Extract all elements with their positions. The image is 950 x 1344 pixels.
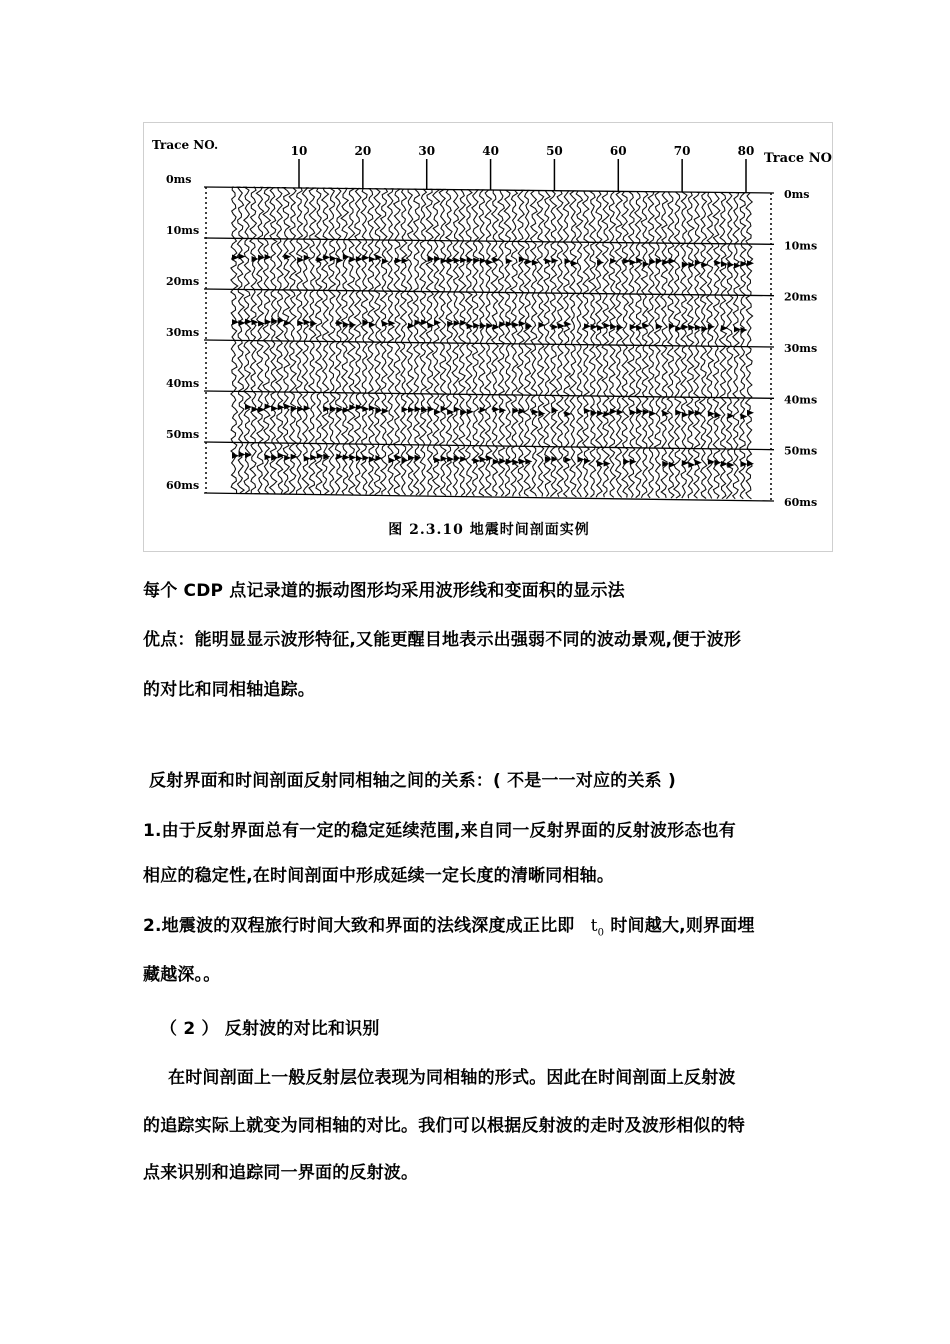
trace-number-label: 30 [418, 144, 436, 158]
time-label-right: 50ms [784, 444, 818, 458]
time-label-left: 60ms [166, 479, 200, 492]
point2-text-b: 时间越大,则界面埋 [610, 916, 755, 936]
reflection-peak [441, 406, 448, 412]
reflection-peak [721, 325, 728, 331]
t-subscript: 0 [597, 927, 605, 939]
figure-caption: 图 2.3.10 地震时间剖面实例 [388, 522, 590, 538]
time-label-left: 40ms [166, 377, 200, 390]
reflection-peak [473, 323, 480, 329]
reflection-peak [258, 321, 265, 327]
seismic-trace [707, 193, 714, 499]
time-label-right: 10ms [784, 239, 818, 253]
reflection-peak [564, 411, 571, 417]
reflection-peak [297, 257, 304, 263]
reflection-peak [369, 322, 376, 328]
time-label-right: 0ms [784, 188, 810, 201]
reflection-peak [388, 457, 395, 463]
reflection-peak [512, 322, 519, 328]
paragraph-comparison-line1: 在时间剖面上一般反射层位表现为同相轴的形式。因此在时间剖面上反射波 [168, 1068, 736, 1088]
point2-text-a: 2.地震波的双程旅行时间大致和界面的法线深度成正比即 [143, 916, 575, 936]
paragraph-advantages-line2: 的对比和同相轴追踪。 [143, 680, 315, 700]
trace-number-label: 50 [546, 144, 563, 158]
reflection-peak [519, 321, 526, 327]
paragraph-point1-line1: 1.由于反射界面总有一定的稳定延续范围,来自同一反射界面的反射波形态也有 [143, 821, 736, 841]
time-label-right: 60ms [784, 496, 818, 509]
reflection-peak [636, 408, 643, 414]
time-line [204, 187, 774, 193]
reflection-peak [258, 407, 265, 413]
paragraph-comparison-line3: 点来识别和追踪同一界面的反射波。 [143, 1163, 419, 1183]
reflection-peak [317, 453, 324, 459]
reflection-peak [454, 258, 461, 264]
reflection-peak [610, 324, 617, 330]
reflection-peak [291, 454, 298, 460]
reflection-peak [721, 261, 728, 267]
paragraph-display-method: 每个 CDP 点记录道的振动图形均采用波形线和变面积的显示法 [143, 581, 625, 601]
reflection-peak [336, 407, 343, 413]
t0-symbol [590, 916, 605, 939]
reflection-peak [714, 412, 721, 418]
trace-number-label: 10 [290, 144, 308, 158]
reflection-peak [395, 258, 402, 264]
reflection-peak [656, 323, 663, 329]
reflection-peak [304, 405, 311, 411]
reflection-peak [714, 260, 721, 266]
reflection-peak [362, 255, 369, 261]
reflection-peak [564, 457, 571, 463]
time-label-right: 20ms [784, 290, 818, 304]
reflection-peak [323, 406, 330, 412]
paragraph-point2-line2: 藏越深。。 [143, 965, 221, 985]
paragraph-point2-line1 [143, 911, 823, 938]
trace-number-label: 20 [354, 144, 372, 158]
reflection-peak [688, 410, 695, 416]
reflection-peak [401, 406, 408, 412]
seismic-trace [713, 193, 720, 499]
section-heading-reflection-comparison: （ 2 ） 反射波的对比和识别 [160, 1019, 380, 1039]
t-letter: t [590, 916, 598, 936]
time-label-left: 10ms [166, 224, 200, 237]
reflection-peak [330, 255, 337, 261]
reflection-peak [747, 410, 754, 416]
trace-number-label: 40 [482, 144, 499, 158]
trace-number-label: 60 [609, 144, 627, 158]
paragraph-comparison-line2: 的追踪实际上就变为同相轴的对比。我们可以根据反射波的走时及波形相似的特 [143, 1116, 745, 1136]
reflection-peak [278, 452, 285, 458]
trace-no-label-left: Trace NO. [152, 138, 219, 152]
reflection-peak [239, 320, 246, 326]
reflection-peak [571, 260, 578, 266]
reflection-peak [734, 326, 741, 332]
reflection-peak [669, 258, 676, 264]
seismic-figure [143, 122, 833, 552]
reflection-peak [323, 254, 330, 260]
seismic-trace [733, 193, 740, 499]
reflection-peak [428, 322, 435, 328]
reflection-peak [434, 409, 441, 415]
time-label-left: 30ms [166, 326, 200, 339]
reflection-peak [747, 461, 754, 467]
reflection-peak [401, 457, 408, 463]
reflection-peak [604, 323, 611, 329]
reflection-peak [336, 257, 343, 263]
reflection-peak [740, 461, 747, 467]
reflection-peak [525, 259, 532, 265]
trace-no-label-right: Trace NO [764, 151, 832, 166]
seismic-section-image [144, 123, 834, 553]
reflection-peak [349, 454, 356, 460]
reflection-peak [284, 320, 291, 326]
time-label-right: 40ms [784, 393, 818, 407]
time-label-left: 20ms [166, 275, 200, 288]
time-label-left: 0ms [166, 173, 192, 186]
reflection-peak [630, 259, 637, 265]
reflection-peak [506, 459, 513, 465]
reflection-peak [493, 406, 500, 412]
reflection-peak [714, 460, 721, 466]
reflection-peak [382, 408, 389, 414]
paragraph-advantages-line1: 优点：能明显显示波形特征,又能更醒目地表示出强弱不同的波动景观,便于波形 [143, 630, 742, 650]
time-label-right: 30ms [784, 342, 818, 355]
reflection-peak [245, 452, 252, 458]
seismic-trace [746, 193, 753, 499]
trace-number-label: 80 [737, 144, 755, 158]
reflection-peak [447, 321, 454, 327]
reflection-peak [727, 262, 734, 268]
reflection-peak [310, 454, 317, 460]
seismic-trace [739, 193, 746, 499]
trace-number-label: 70 [673, 144, 691, 158]
seismic-trace [681, 192, 688, 498]
reflection-peak [564, 321, 571, 327]
paragraph-relation-heading: 反射界面和时间剖面反射同相轴之间的关系：( 不是一一对应的关系 ) [149, 771, 676, 791]
paragraph-point1-line2: 相应的稳定性,在时间剖面中形成延续一定长度的清晰同相轴。 [143, 866, 615, 886]
reflection-peak [317, 257, 324, 263]
reflection-peak [245, 404, 252, 410]
reflection-peak [499, 321, 506, 327]
time-label-left: 50ms [166, 428, 200, 441]
reflection-peak [636, 325, 643, 331]
reflection-peak [623, 459, 630, 465]
